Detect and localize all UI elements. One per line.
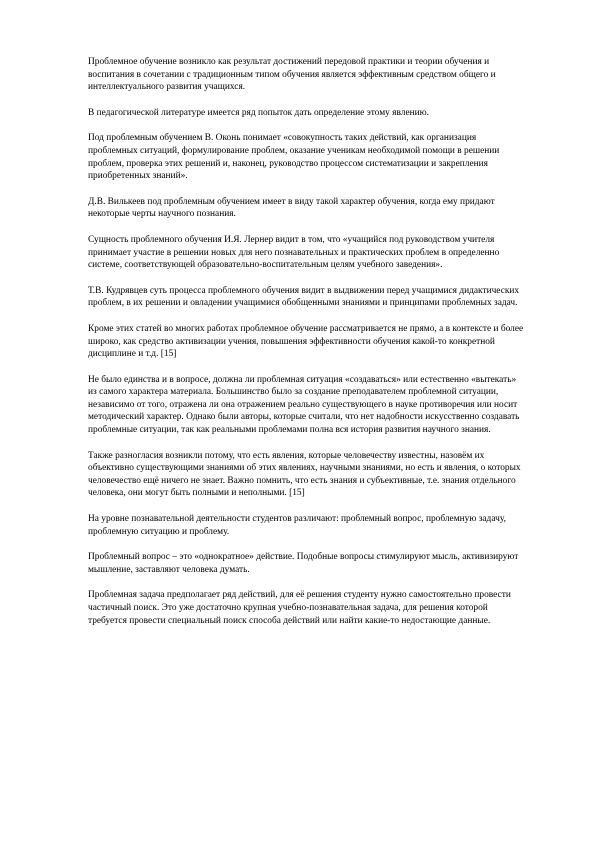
document-body [88,56,524,640]
paragraph-6: Т.В. Кудрявцев суть процесса проблемного обучения видит в выдвижении перед учащимися дидактических проблем, в их решении и овладении учащимися обобщенными знаниями и принципами проблемных задач. [88,285,520,309]
paragraph-3: Под проблемным обучением В. Оконь понимает «совокупность таких действий, как организация проблемных ситуаций, формулирование проблем, оказание ученикам необходимой помощи в решении проблем, проверка этих решений и, наконец, руководство процессом систематизации и закрепления приобретенных знаний». [88,133,500,182]
paragraph-10: На уровне познавательной деятельности студентов различают: проблемный вопрос, проблемную задачу, проблемную ситуацию и проблему. [88,514,506,537]
paragraph-12: Проблемная задача предполагает ряд действий, для её решения студенту нужно самостоятельно провести частичный поиск. Это уже достаточно крупная учебно-познавательная задача, для решения которой требуется провести специальный поиск способа действий или найти какие-то недостающие данные. [88,590,511,626]
paragraph-8: Не было единства и в вопросе, должна ли проблемная ситуация «создаваться» или естественно «вытекать» из самого характера материала. Большинство было за создание преподавателем проблемной ситуации, независимо от того, отражена ли она отражением реально существующего в науке противоречия или носит методический характер. Однако были авторы, которые считали, что нет надобности искусственно создавать проблемные ситуации, так как реальными проблемами полна вся история развития научного знания. [88,374,520,436]
paragraph-2: В педагогической литературе имеется ряд попыток дать определение этому явлению. [88,107,429,118]
paragraph-11: Проблемный вопрос – это «однократное» действие. Подобные вопросы стимулируют мысль, активизируют мышление, заставляют человека думать. [88,552,519,575]
paragraph-9: Также разногласия возникли потому, что есть явления, которые человечеству известны, назовём их объективно существующими знаниями об этих явлениях, научными знаниями, но есть и явления, о которых человечество ещё ничего не знает. Важно помнить, что есть знания и субъективные, т.е. знания отдельного человека, они могут быть полными и неполными. [15] [88,450,521,499]
paragraph-5: Сущность проблемного обучения И.Я. Лернер видит в том, что «учащийся под руководством учителя принимает участие в решении новых для него познавательных и практических проблем в определенно системе, соответствующей образовательно-воспитательным целям учебного заведения». [88,234,500,271]
paragraph-7: Кроме этих статей во многих работах проблемное обучение рассматривается не прямо, а в контексте и более широко, как средство активизации учения, повышения эффективности обучения какой-то конкретной дисциплине и т.д. [15] [88,323,524,360]
paragraph-1: Проблемное обучение возникло как результат достижений передовой практики и теории обучения и воспитания в сочетании с традиционным типом обучения является эффективным средством общего и интеллектуального развития учащихся. [88,57,496,93]
paragraph-4: Д.В. Вилькеев под проблемным обучением имеет в виду такой характер обучения, когда ему придают некоторые черты научного познания. [88,196,495,220]
